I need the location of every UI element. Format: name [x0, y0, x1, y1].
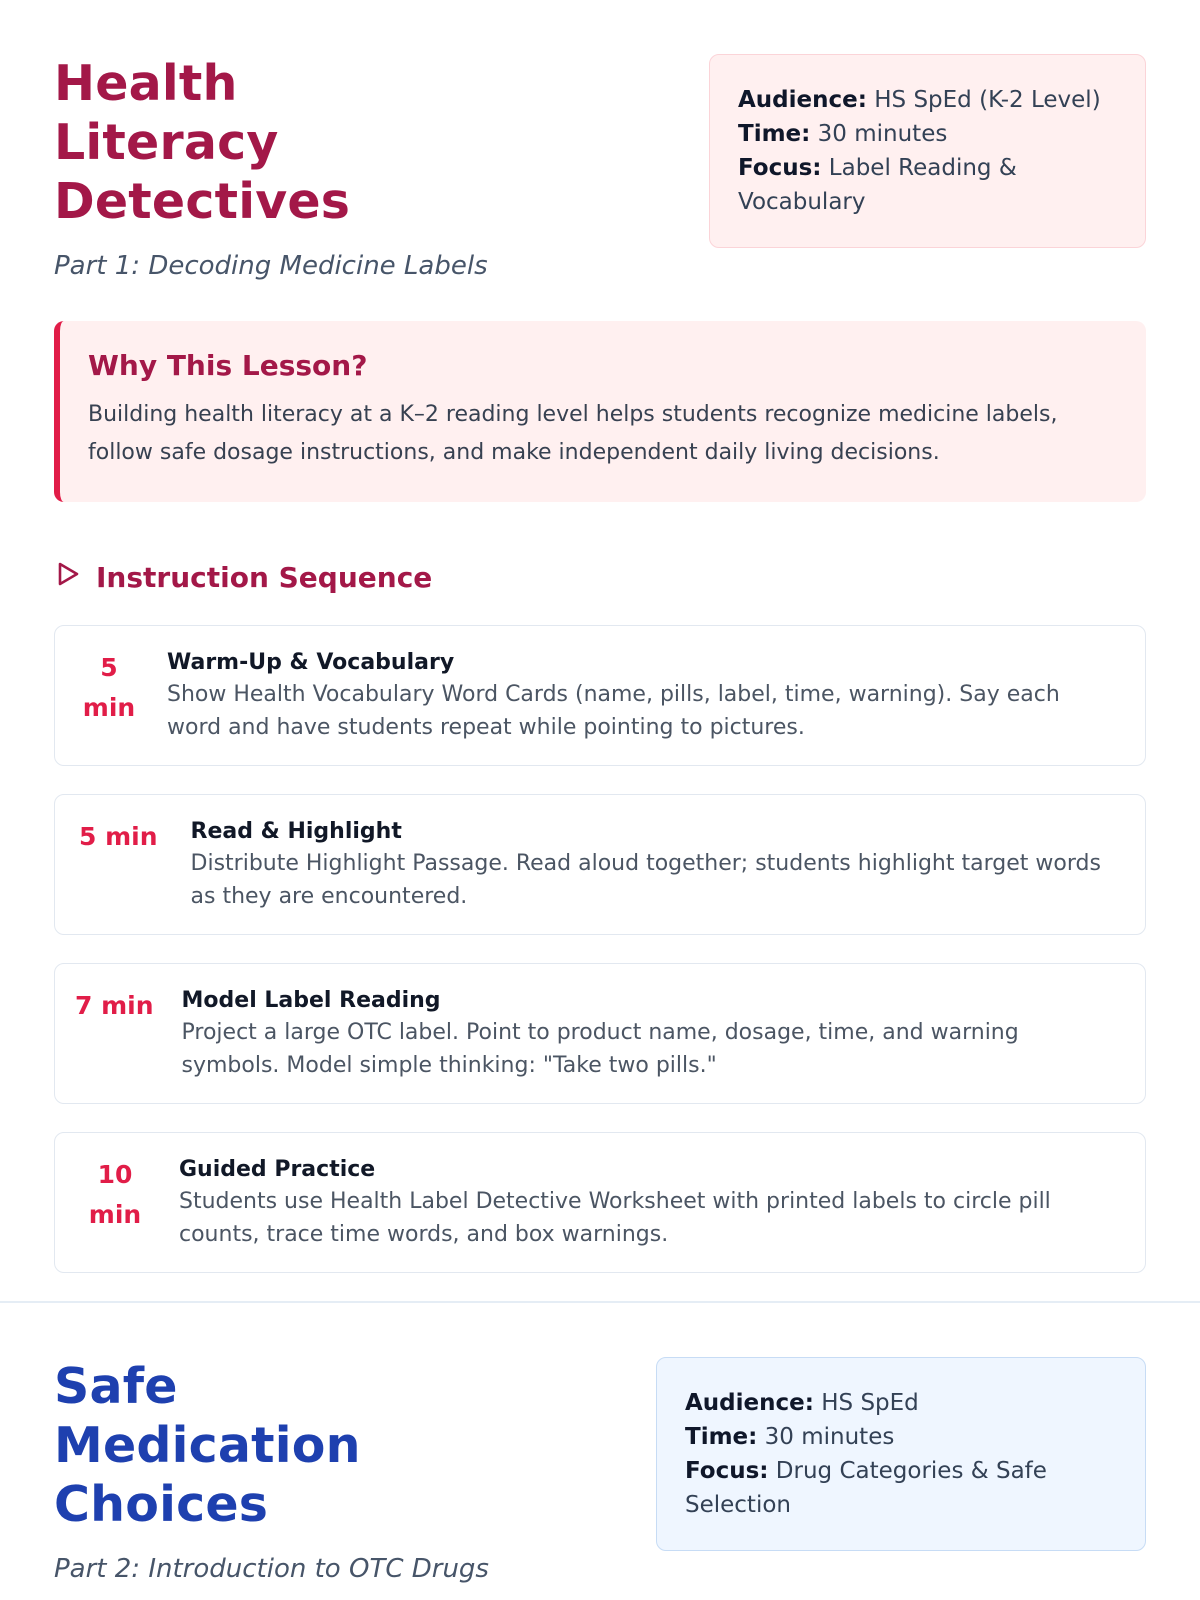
meta-time — [738, 117, 1117, 151]
step-name: Guided Practice — [179, 1157, 376, 1182]
step-name: Read & Highlight — [190, 819, 402, 844]
meta-time-value: 30 minutes — [757, 1424, 895, 1450]
meta-time-label: Time: — [738, 121, 811, 147]
lesson-subtitle: Part 2: Introduction to OTC Drugs — [54, 1554, 489, 1584]
lesson-meta-card — [656, 1357, 1146, 1551]
lesson-header — [54, 1357, 1146, 1584]
lesson-title: Safe Medication Choices — [54, 1358, 361, 1533]
step-card — [54, 1132, 1146, 1273]
step-time: 7 min — [75, 991, 154, 1020]
step-body — [191, 817, 1119, 913]
step-list — [54, 625, 1146, 1273]
meta-audience — [685, 1386, 1117, 1420]
title-block — [54, 54, 654, 281]
meta-focus — [738, 151, 1117, 219]
sequence-title: Instruction Sequence — [96, 561, 433, 594]
step-card — [54, 625, 1146, 766]
meta-focus-value: Label Reading & Vocabulary — [738, 155, 1017, 215]
meta-focus-value: Drug Categories & Safe Selection — [685, 1458, 1047, 1518]
lesson-part-2 — [0, 1303, 1200, 1600]
callout-title: Why This Lesson? — [88, 349, 368, 382]
callout-text: Building health literacy at a K–2 reading level helps students recognize medicine labels, follow safe dosage instructions, and make independent daily living decisions. — [88, 402, 1058, 465]
lesson-subtitle: Part 1: Decoding Medicine Labels — [54, 251, 488, 281]
meta-audience-label: Audience: — [738, 87, 867, 113]
meta-audience-value: HS SpEd — [813, 1390, 919, 1416]
meta-time — [685, 1420, 1117, 1454]
step-desc: Show Health Vocabulary Word Cards (name, pills, label, time, warning). Say each word and have students repeat while pointing to pictures. — [167, 682, 1060, 740]
meta-time-value: 30 minutes — [810, 121, 948, 147]
lesson-header — [54, 54, 1146, 281]
step-time: 5 min — [82, 653, 136, 722]
step-desc: Students use Health Label Detective Worksheet with printed labels to circle pill counts, trace time words, and box warnings. — [179, 1189, 1051, 1247]
step-body — [182, 986, 1119, 1082]
meta-focus — [685, 1454, 1117, 1522]
step-body — [167, 648, 1119, 744]
sequence-heading — [54, 560, 1146, 595]
meta-time-label: Time: — [685, 1424, 758, 1450]
meta-audience-label: Audience: — [685, 1390, 814, 1416]
step-body — [179, 1155, 1119, 1251]
step-time: 5 min — [79, 822, 158, 851]
step-desc: Project a large OTC label. Point to product name, dosage, time, and warning symbols. Model simple thinking: "Take two pills." — [181, 1020, 1019, 1078]
title-block — [54, 1357, 654, 1584]
step-card — [54, 794, 1146, 935]
why-callout — [54, 321, 1146, 502]
meta-focus-label: Focus: — [685, 1458, 769, 1484]
meta-focus-label: Focus: — [738, 155, 822, 181]
meta-audience — [738, 83, 1117, 117]
step-name: Warm-Up & Vocabulary — [167, 650, 455, 675]
lesson-title: Health Literacy Detectives — [54, 55, 351, 230]
step-time: 10 min — [88, 1160, 142, 1229]
step-card — [54, 963, 1146, 1104]
play-outline-icon — [54, 560, 96, 595]
meta-audience-value: HS SpEd (K-2 Level) — [866, 87, 1101, 113]
step-name: Model Label Reading — [181, 988, 441, 1013]
lesson-meta-card — [709, 54, 1146, 248]
step-desc: Distribute Highlight Passage. Read aloud together; students highlight target words as they are encountered. — [190, 851, 1101, 909]
